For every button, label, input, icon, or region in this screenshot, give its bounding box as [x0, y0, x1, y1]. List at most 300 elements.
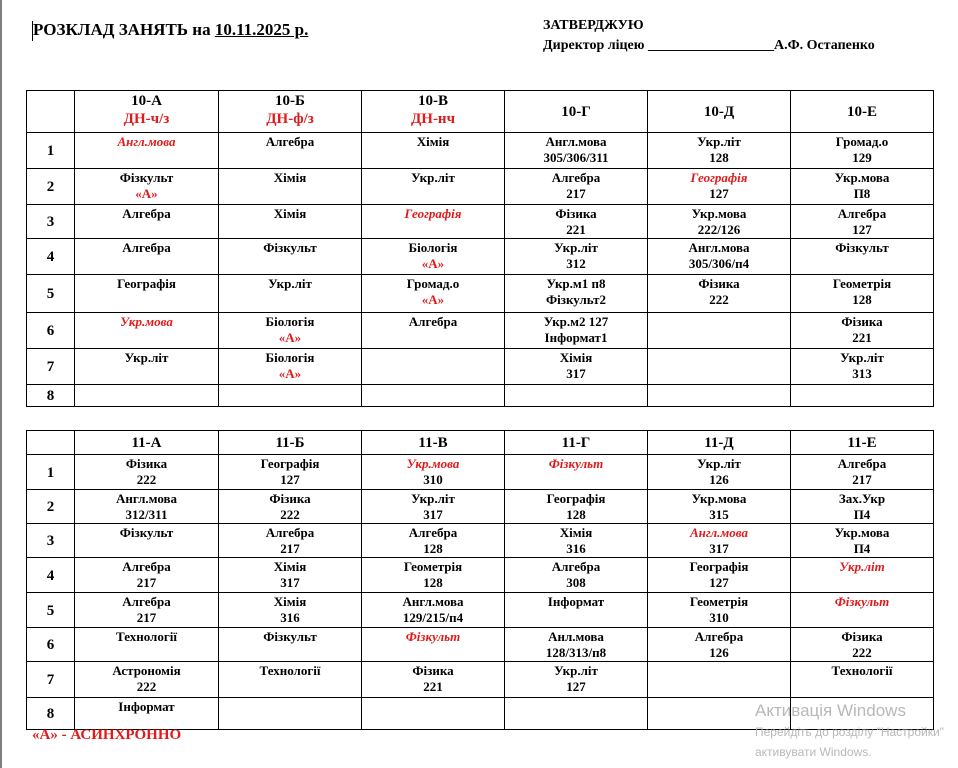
room: 128 [852, 292, 872, 307]
room: 317 [280, 575, 300, 590]
lesson-cell [648, 662, 791, 698]
subject: Фізика [269, 491, 311, 506]
subject: Інформат [118, 699, 175, 714]
lesson-cell [505, 662, 648, 698]
corner-cell [27, 91, 75, 133]
room: 222 [136, 679, 157, 694]
room: 129 [852, 150, 872, 165]
room: 222 [709, 292, 729, 307]
subject: Укр.літ [554, 240, 598, 255]
subject: Хімія [559, 525, 593, 540]
subject: Укр.літ [840, 350, 884, 365]
room: 127 [280, 472, 300, 487]
subject: Зах.Укр [838, 491, 886, 506]
windows-activation-watermark: Активація Windows [755, 701, 906, 720]
subject: Географія [689, 559, 749, 574]
lesson-number: 3 [27, 205, 75, 239]
lesson-cell [648, 239, 791, 275]
class-header [75, 91, 219, 133]
lesson-cell [791, 205, 934, 239]
lesson-row [27, 524, 934, 558]
windows-activation-hint: Перейдіть до розділу "Настройки" [755, 725, 944, 739]
lesson-cell [505, 313, 648, 349]
room: 128 [423, 575, 443, 590]
lesson-cell [648, 349, 791, 385]
subject: Анл.мова [548, 629, 604, 644]
lesson-cell [362, 490, 505, 524]
lesson-cell [75, 205, 219, 239]
subject: Хімія [559, 350, 593, 365]
class-header [219, 431, 362, 455]
subject: Геометрія [832, 276, 892, 291]
lesson-row [27, 205, 934, 239]
subject: Алгебра [408, 525, 458, 540]
lesson-number: 7 [27, 349, 75, 385]
subject: Алгебра [122, 240, 171, 255]
class-header [75, 431, 219, 455]
subject: Укр.літ [411, 170, 455, 185]
room: 221 [852, 330, 872, 345]
lesson-cell [791, 662, 934, 698]
room: 217 [136, 575, 157, 590]
lesson-cell [75, 490, 219, 524]
subject: Географія [260, 456, 320, 471]
lesson-cell [219, 698, 362, 730]
subject: Укр.літ [554, 663, 598, 678]
subject: Алгебра [408, 314, 458, 329]
lesson-cell [648, 524, 791, 558]
lesson-cell [362, 349, 505, 385]
lesson-number: 1 [27, 133, 75, 169]
subject: Алгебра [837, 206, 887, 221]
lesson-cell [219, 558, 362, 593]
lesson-cell [75, 662, 219, 698]
subject: Біологія [265, 350, 315, 365]
lesson-cell [505, 628, 648, 662]
subject: Укр.мова [691, 491, 747, 506]
lesson-cell [362, 593, 505, 628]
subject: Укр.літ [839, 559, 885, 574]
lesson-cell [75, 275, 219, 313]
lesson-cell [791, 313, 934, 349]
room: 313 [852, 366, 872, 381]
lesson-number: 7 [27, 662, 75, 698]
room: 312 [566, 256, 586, 271]
class-name: 10-Б [275, 93, 305, 109]
subject: Фізика [412, 663, 454, 678]
subject: Алгебра [265, 134, 315, 149]
subject: Алгебра [122, 206, 171, 221]
subject: Фізкульт [835, 240, 889, 255]
subject: Технології [259, 663, 321, 678]
lesson-cell [791, 239, 934, 275]
lesson-row [27, 628, 934, 662]
lesson-cell [648, 169, 791, 205]
lesson-row [27, 275, 934, 313]
lesson-cell [75, 313, 219, 349]
lesson-row [27, 313, 934, 349]
lesson-cell [648, 490, 791, 524]
room: 222/126 [697, 222, 741, 237]
subject: Англ.мова [688, 240, 750, 255]
subject: Фізкульт [263, 240, 317, 255]
room: 317 [423, 507, 443, 522]
class-header [648, 431, 791, 455]
lesson-row [27, 349, 934, 385]
lesson-number: 6 [27, 628, 75, 662]
subject: Англ.мова [689, 525, 749, 540]
subject: Хімія [273, 206, 307, 221]
lesson-cell [505, 169, 648, 205]
class-header [219, 91, 362, 133]
lesson-cell [75, 239, 219, 275]
subject: Географія [546, 491, 606, 506]
room: «А» [421, 256, 445, 271]
subject: Укр.літ [268, 276, 312, 291]
lesson-cell [648, 205, 791, 239]
lesson-cell [219, 628, 362, 662]
lesson-cell [505, 455, 648, 490]
subject: Географія [117, 276, 176, 291]
subject: Громад.о [406, 276, 460, 291]
lesson-cell [75, 385, 219, 407]
lesson-number: 5 [27, 275, 75, 313]
room: 316 [566, 541, 586, 556]
subject: Англ.мова [115, 491, 178, 506]
room: 317 [709, 541, 729, 556]
lesson-cell [505, 133, 648, 169]
lesson-cell [219, 133, 362, 169]
class-header-row [27, 91, 934, 133]
lesson-row [27, 385, 934, 407]
approval-block [543, 16, 875, 56]
subject: Технології [831, 663, 893, 678]
async-footnote: «А» - АСИНХРОННО [32, 727, 182, 743]
subject: Геометрія [403, 559, 463, 574]
lesson-cell [648, 593, 791, 628]
subject: Геометрія [689, 594, 749, 609]
room: 222 [280, 507, 300, 522]
lesson-number: 8 [27, 698, 75, 730]
class-header [505, 91, 648, 133]
lesson-cell [219, 349, 362, 385]
subject: Фізкульт [834, 594, 890, 609]
lesson-cell [75, 169, 219, 205]
lesson-row [27, 169, 934, 205]
lesson-cell [648, 313, 791, 349]
subject: Технології [116, 629, 177, 644]
lesson-cell [505, 593, 648, 628]
room: «А» [135, 186, 158, 201]
lesson-row [27, 558, 934, 593]
room: П4 [853, 507, 871, 522]
lesson-cell [791, 349, 934, 385]
room: 128/313/п8 [545, 645, 607, 660]
subject: Алгебра [837, 456, 887, 471]
subject: Укр.мова [406, 456, 460, 471]
lesson-row [27, 239, 934, 275]
room: 305/306/311 [543, 150, 609, 165]
subject: Фізика [698, 276, 740, 291]
lesson-cell [505, 205, 648, 239]
lesson-cell [648, 558, 791, 593]
lesson-cell [505, 524, 648, 558]
lesson-cell [362, 133, 505, 169]
lesson-row [27, 662, 934, 698]
lesson-cell [75, 593, 219, 628]
lesson-cell [75, 455, 219, 490]
lesson-cell [219, 205, 362, 239]
lesson-cell [505, 239, 648, 275]
subject: Алгебра [122, 594, 171, 609]
lesson-row [27, 455, 934, 490]
subject: Астрономія [112, 663, 181, 678]
lesson-number: 4 [27, 239, 75, 275]
subject: Укр.літ [697, 456, 741, 471]
room: «А» [421, 292, 445, 307]
class-name: 10-Е [847, 104, 877, 120]
lesson-number: 5 [27, 593, 75, 628]
room: 217 [280, 541, 300, 556]
lesson-cell [791, 593, 934, 628]
class-header [505, 431, 648, 455]
lesson-cell [219, 524, 362, 558]
lesson-number: 1 [27, 455, 75, 490]
subject: Фізика [555, 206, 597, 221]
room: 315 [709, 507, 729, 522]
lesson-cell [362, 169, 505, 205]
room: 127 [709, 186, 729, 201]
lesson-number: 6 [27, 313, 75, 349]
subject: Фізкульт [405, 629, 461, 644]
subject: Фізика [841, 314, 883, 329]
subject: Укр.літ [124, 350, 169, 365]
subject: Географія [404, 206, 462, 221]
subject: Укр.літ [697, 134, 741, 149]
room: Інформат1 [544, 330, 608, 345]
lesson-cell [505, 349, 648, 385]
class-name: 10-Д [703, 104, 735, 120]
lesson-cell [75, 558, 219, 593]
lesson-cell [219, 313, 362, 349]
schedule-date: 10.11.2025 р. [214, 20, 309, 39]
subject: Хімія [273, 170, 307, 185]
class-header-row [27, 431, 934, 455]
room: 126 [709, 645, 729, 660]
lesson-row [27, 490, 934, 524]
lesson-cell [362, 558, 505, 593]
lesson-cell [648, 385, 791, 407]
lesson-number: 2 [27, 169, 75, 205]
title-text: РОЗКЛАД ЗАНЯТЬ на [33, 20, 215, 39]
class-mode-note: ДН-ф/з [266, 111, 314, 127]
subject: Біологія [265, 314, 315, 329]
room: 221 [566, 222, 586, 237]
lesson-cell [219, 455, 362, 490]
room: 126 [709, 472, 729, 487]
lesson-cell [75, 698, 219, 730]
lesson-cell [75, 133, 219, 169]
class-mode-note: ДН-нч [410, 111, 456, 127]
subject: Укр.м1 п8 [546, 276, 606, 291]
subject: Громад.о [835, 134, 889, 149]
lesson-cell [219, 490, 362, 524]
lesson-cell [362, 662, 505, 698]
subject: Хімія [273, 559, 307, 574]
room: П8 [853, 186, 871, 201]
room: 308 [566, 575, 586, 590]
lesson-cell [791, 628, 934, 662]
room: 217 [566, 186, 586, 201]
room: 305/306/п4 [688, 256, 750, 271]
lesson-cell [648, 133, 791, 169]
lesson-cell [362, 385, 505, 407]
subject: Алгебра [551, 559, 601, 574]
lesson-cell [791, 169, 934, 205]
room: «А» [278, 330, 302, 345]
lesson-cell [362, 275, 505, 313]
lesson-cell [219, 593, 362, 628]
subject: Фізика [125, 456, 168, 471]
lesson-cell [648, 628, 791, 662]
lesson-cell [791, 455, 934, 490]
lesson-cell [219, 239, 362, 275]
lesson-cell [219, 662, 362, 698]
room: 127 [852, 222, 872, 237]
room: 310 [709, 610, 729, 625]
room: 222 [136, 472, 157, 487]
schedule-table-11 [26, 430, 934, 730]
lesson-cell [791, 133, 934, 169]
lesson-cell [362, 205, 505, 239]
lesson-cell [648, 275, 791, 313]
subject: Хімія [416, 134, 450, 149]
lesson-cell [791, 385, 934, 407]
lesson-cell [362, 239, 505, 275]
lesson-number: 3 [27, 524, 75, 558]
subject: Англ.мова [545, 134, 607, 149]
room: «А» [278, 366, 302, 381]
room: 217 [852, 472, 872, 487]
class-header [648, 91, 791, 133]
director-signature-line: Директор ліцею __________________А.Ф. Остапенко [543, 38, 875, 53]
lesson-cell [505, 698, 648, 730]
subject: Хімія [273, 594, 307, 609]
lesson-cell [75, 349, 219, 385]
lesson-cell [362, 628, 505, 662]
room: 217 [136, 610, 157, 625]
class-name: 10-Г [561, 104, 591, 120]
subject: Укр.мова [834, 525, 890, 540]
lesson-cell [791, 490, 934, 524]
class-name: 10-А [131, 93, 162, 109]
lesson-cell [505, 558, 648, 593]
lesson-number: 8 [27, 385, 75, 407]
lesson-cell [75, 628, 219, 662]
schedule-title [33, 20, 308, 40]
room: 312/311 [125, 507, 168, 522]
lesson-cell [648, 455, 791, 490]
lesson-row [27, 133, 934, 169]
subject: Фізкульт [263, 629, 317, 644]
subject: Алгебра [122, 559, 171, 574]
room: 127 [709, 575, 729, 590]
subject: Фізкульт [119, 170, 174, 185]
lesson-cell [362, 313, 505, 349]
schedule-table-10 [26, 90, 934, 407]
class-header [362, 431, 505, 455]
lesson-cell [505, 275, 648, 313]
subject: Інформат [547, 594, 605, 609]
lesson-number: 4 [27, 558, 75, 593]
windows-activation-hint-2: активувати Windows. [755, 745, 872, 759]
subject: Фізика [841, 629, 883, 644]
class-name: 11-Е [847, 435, 877, 451]
room: 127 [566, 679, 586, 694]
room: 222 [852, 645, 872, 660]
lesson-cell [362, 455, 505, 490]
subject: Алгебра [265, 525, 315, 540]
room: 310 [423, 472, 443, 487]
subject: Англ.мова [117, 134, 176, 149]
subject: Укр.мова [120, 314, 173, 329]
class-mode-note: ДН-ч/з [123, 111, 170, 127]
room: 316 [280, 610, 300, 625]
corner-cell [27, 431, 75, 455]
class-name: 11-Г [561, 435, 591, 451]
subject: Укр.м2 127 [543, 314, 609, 329]
lesson-cell [362, 698, 505, 730]
room: 128 [566, 507, 586, 522]
class-header [791, 431, 934, 455]
room: 128 [423, 541, 443, 556]
subject: Географія [690, 170, 748, 185]
lesson-cell [75, 524, 219, 558]
lesson-number: 2 [27, 490, 75, 524]
class-name: 11-Б [275, 435, 305, 451]
room: 317 [566, 366, 586, 381]
lesson-cell [505, 490, 648, 524]
subject: Фізкульт [119, 525, 174, 540]
subject: Алгебра [694, 629, 744, 644]
class-name: 11-А [131, 435, 162, 451]
class-name: 10-В [418, 93, 448, 109]
lesson-cell [505, 385, 648, 407]
lesson-cell [219, 169, 362, 205]
subject: Укр.літ [411, 491, 455, 506]
subject: Фізкульт [548, 456, 604, 471]
subject: Алгебра [551, 170, 601, 185]
room: 129/215/п4 [402, 610, 464, 625]
lesson-cell [791, 558, 934, 593]
approve-label: ЗАТВЕРДЖУЮ [543, 18, 644, 33]
lesson-cell [791, 524, 934, 558]
room: П4 [853, 541, 871, 556]
room: Фізкульт2 [545, 292, 607, 307]
lesson-cell [791, 275, 934, 313]
class-header [362, 91, 505, 133]
page-left-border [0, 0, 2, 768]
lesson-cell [362, 524, 505, 558]
room: 128 [709, 150, 729, 165]
room: 221 [423, 679, 443, 694]
lesson-cell [219, 275, 362, 313]
class-name: 11-Д [704, 435, 734, 451]
subject: Укр.мова [691, 206, 747, 221]
lesson-cell [219, 385, 362, 407]
subject: Англ.мова [402, 594, 464, 609]
subject: Біологія [408, 240, 458, 255]
